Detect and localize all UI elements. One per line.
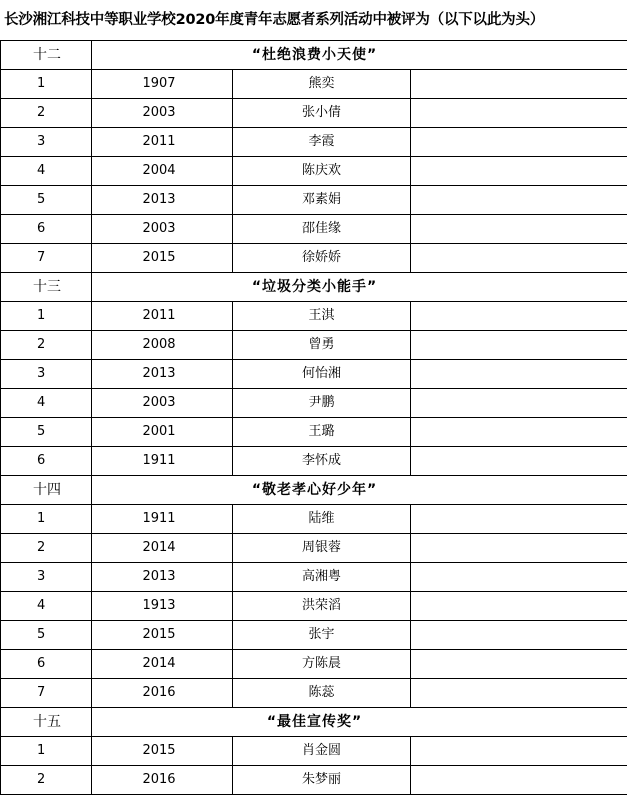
row-year: 2011 bbox=[92, 302, 233, 331]
section-number: 十四 bbox=[1, 476, 92, 505]
row-index: 2 bbox=[1, 766, 92, 795]
row-blank-cell bbox=[411, 389, 627, 418]
row-name: 方陈晨 bbox=[233, 650, 411, 679]
row-blank-cell bbox=[411, 418, 627, 447]
row-blank-cell bbox=[411, 244, 627, 273]
row-year: 2011 bbox=[92, 128, 233, 157]
row-name: 邓素娟 bbox=[233, 186, 411, 215]
row-index: 1 bbox=[1, 302, 92, 331]
row-name: 张小倩 bbox=[233, 99, 411, 128]
row-year: 2013 bbox=[92, 563, 233, 592]
row-index: 6 bbox=[1, 447, 92, 476]
row-year: 1911 bbox=[92, 505, 233, 534]
section-award-title: “最佳宣传奖” bbox=[92, 708, 627, 737]
table-row bbox=[1, 128, 627, 157]
row-year: 2004 bbox=[92, 157, 233, 186]
row-name: 陈庆欢 bbox=[233, 157, 411, 186]
table-row bbox=[1, 70, 627, 99]
row-name: 熊奕 bbox=[233, 70, 411, 99]
row-index: 5 bbox=[1, 186, 92, 215]
row-blank-cell bbox=[411, 128, 627, 157]
row-index: 2 bbox=[1, 534, 92, 563]
row-year: 2016 bbox=[92, 679, 233, 708]
row-year: 2003 bbox=[92, 389, 233, 418]
row-name: 曾勇 bbox=[233, 331, 411, 360]
row-name: 肖金圆 bbox=[233, 737, 411, 766]
row-blank-cell bbox=[411, 563, 627, 592]
row-name: 徐娇娇 bbox=[233, 244, 411, 273]
row-index: 1 bbox=[1, 70, 92, 99]
row-name: 何怡湘 bbox=[233, 360, 411, 389]
section-header-row bbox=[1, 273, 627, 302]
table-row bbox=[1, 737, 627, 766]
row-year: 1911 bbox=[92, 447, 233, 476]
row-year: 2016 bbox=[92, 766, 233, 795]
row-name: 洪荣滔 bbox=[233, 592, 411, 621]
table-row bbox=[1, 621, 627, 650]
section-header-row bbox=[1, 708, 627, 737]
table-row bbox=[1, 650, 627, 679]
row-year: 2003 bbox=[92, 215, 233, 244]
row-blank-cell bbox=[411, 621, 627, 650]
section-award-title: “杜绝浪费小天使” bbox=[92, 41, 627, 70]
table-row bbox=[1, 215, 627, 244]
section-award-title: “垃圾分类小能手” bbox=[92, 273, 627, 302]
table-row bbox=[1, 244, 627, 273]
row-name: 高湘粤 bbox=[233, 563, 411, 592]
table-row bbox=[1, 592, 627, 621]
row-index: 3 bbox=[1, 128, 92, 157]
row-year: 1913 bbox=[92, 592, 233, 621]
row-year: 2001 bbox=[92, 418, 233, 447]
table-row bbox=[1, 418, 627, 447]
row-blank-cell bbox=[411, 679, 627, 708]
row-blank-cell bbox=[411, 157, 627, 186]
row-year: 2013 bbox=[92, 186, 233, 215]
row-index: 2 bbox=[1, 99, 92, 128]
row-blank-cell bbox=[411, 360, 627, 389]
row-index: 6 bbox=[1, 650, 92, 679]
row-index: 4 bbox=[1, 157, 92, 186]
document-title: 长沙湘江科技中等职业学校2020年度青年志愿者系列活动中被评为（以下以此为头） bbox=[4, 12, 545, 28]
table-row bbox=[1, 534, 627, 563]
row-name: 王淇 bbox=[233, 302, 411, 331]
row-name: 李霞 bbox=[233, 128, 411, 157]
section-number: 十五 bbox=[1, 708, 92, 737]
row-index: 1 bbox=[1, 505, 92, 534]
section-header-row bbox=[1, 476, 627, 505]
table-row bbox=[1, 563, 627, 592]
row-year: 1907 bbox=[92, 70, 233, 99]
row-name: 尹鹏 bbox=[233, 389, 411, 418]
row-blank-cell bbox=[411, 215, 627, 244]
row-blank-cell bbox=[411, 650, 627, 679]
row-index: 3 bbox=[1, 563, 92, 592]
row-name: 朱梦丽 bbox=[233, 766, 411, 795]
honor-table bbox=[0, 40, 627, 795]
row-name: 周银蓉 bbox=[233, 534, 411, 563]
row-year: 2008 bbox=[92, 331, 233, 360]
row-index: 7 bbox=[1, 679, 92, 708]
table-row bbox=[1, 360, 627, 389]
row-name: 陆维 bbox=[233, 505, 411, 534]
table-row bbox=[1, 766, 627, 795]
row-year: 2015 bbox=[92, 244, 233, 273]
row-year: 2003 bbox=[92, 99, 233, 128]
row-index: 4 bbox=[1, 389, 92, 418]
row-blank-cell bbox=[411, 505, 627, 534]
row-blank-cell bbox=[411, 99, 627, 128]
row-blank-cell bbox=[411, 534, 627, 563]
row-name: 张宇 bbox=[233, 621, 411, 650]
row-year: 2015 bbox=[92, 621, 233, 650]
table-row bbox=[1, 447, 627, 476]
row-index: 2 bbox=[1, 331, 92, 360]
row-year: 2013 bbox=[92, 360, 233, 389]
table-row bbox=[1, 389, 627, 418]
table-row bbox=[1, 679, 627, 708]
row-index: 4 bbox=[1, 592, 92, 621]
table-row bbox=[1, 99, 627, 128]
row-index: 5 bbox=[1, 621, 92, 650]
section-header-row bbox=[1, 41, 627, 70]
row-year: 2014 bbox=[92, 534, 233, 563]
row-index: 1 bbox=[1, 737, 92, 766]
row-blank-cell bbox=[411, 331, 627, 360]
row-index: 3 bbox=[1, 360, 92, 389]
table-row bbox=[1, 331, 627, 360]
row-name: 李怀成 bbox=[233, 447, 411, 476]
row-blank-cell bbox=[411, 592, 627, 621]
row-year: 2015 bbox=[92, 737, 233, 766]
section-award-title: “敬老孝心好少年” bbox=[92, 476, 627, 505]
row-name: 陈蕊 bbox=[233, 679, 411, 708]
row-blank-cell bbox=[411, 447, 627, 476]
row-name: 邵佳缘 bbox=[233, 215, 411, 244]
row-index: 5 bbox=[1, 418, 92, 447]
row-name: 王璐 bbox=[233, 418, 411, 447]
table-row bbox=[1, 186, 627, 215]
row-blank-cell bbox=[411, 302, 627, 331]
row-blank-cell bbox=[411, 186, 627, 215]
row-index: 7 bbox=[1, 244, 92, 273]
table-row bbox=[1, 505, 627, 534]
row-year: 2014 bbox=[92, 650, 233, 679]
table-row bbox=[1, 157, 627, 186]
section-number: 十二 bbox=[1, 41, 92, 70]
section-number: 十三 bbox=[1, 273, 92, 302]
row-index: 6 bbox=[1, 215, 92, 244]
row-blank-cell bbox=[411, 737, 627, 766]
row-blank-cell bbox=[411, 70, 627, 99]
row-blank-cell bbox=[411, 766, 627, 795]
table-row bbox=[1, 302, 627, 331]
